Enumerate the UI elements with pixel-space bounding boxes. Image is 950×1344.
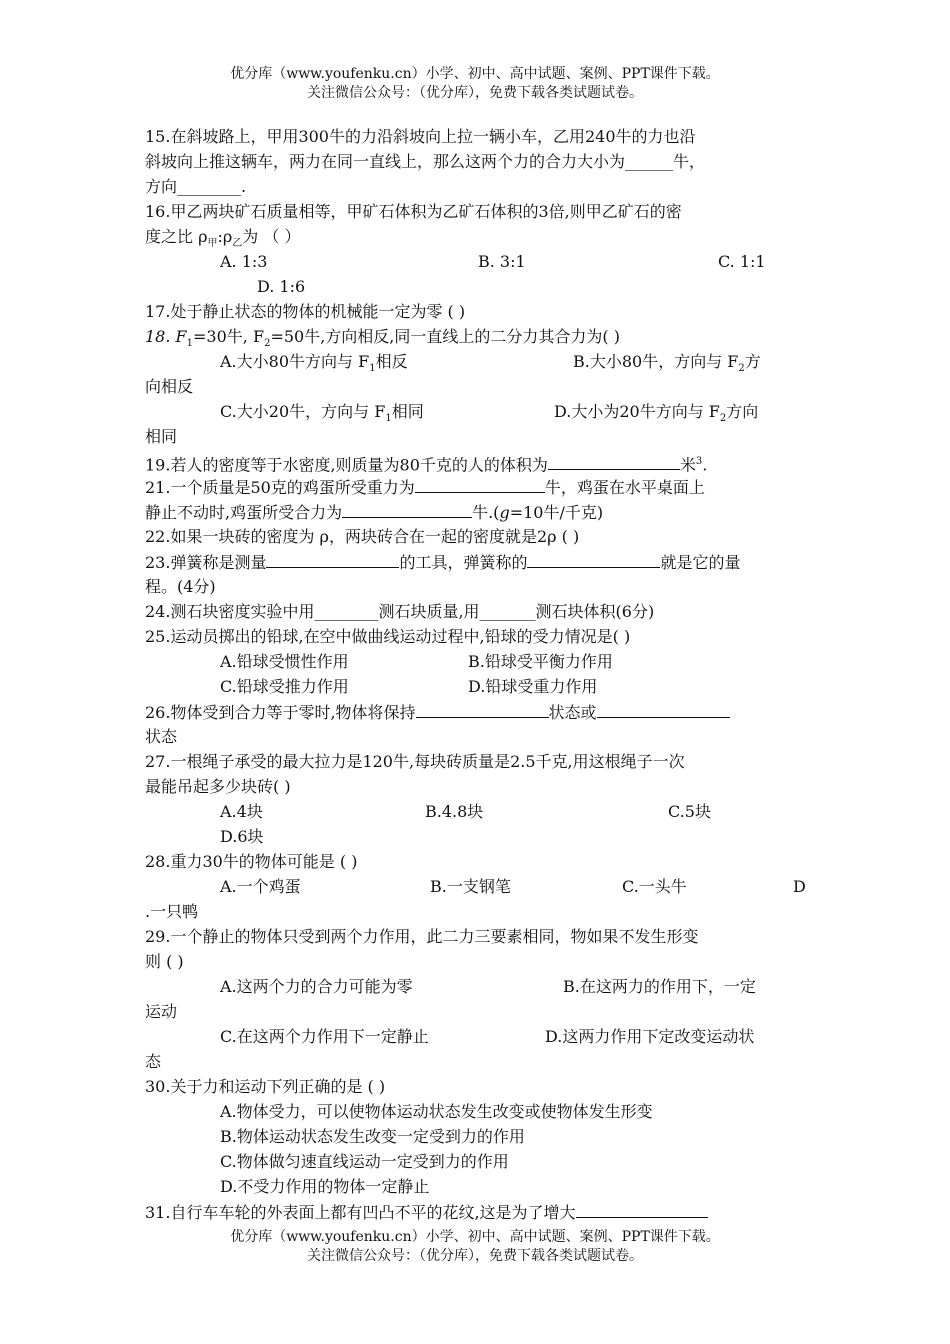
q18-sub: 1 xyxy=(385,413,392,425)
q27-options-row1 xyxy=(145,799,810,824)
q24-line1: 24.测石块密度实验中用________测石块质量,用_______测石块体积(6分) xyxy=(145,602,655,621)
q27-line1: 27.一根绳子承受的最大拉力是120牛,每块砖质量是2.5千克,用这根绳子一次 xyxy=(145,752,685,771)
q21-line1 xyxy=(145,474,810,499)
q16-text: :ρ xyxy=(217,227,233,246)
q18-opt-text: 相反 xyxy=(375,352,408,371)
q27-options-row2 xyxy=(145,824,810,849)
q29-options-row1 xyxy=(145,974,810,999)
q28-options-row xyxy=(145,874,810,899)
q23-answer-blank-2[interactable] xyxy=(527,549,660,568)
q28-option-c: C.一头牛 xyxy=(622,877,687,896)
q23-text: 就是它的量 xyxy=(660,553,741,572)
q16-text: 度之比 ρ xyxy=(145,227,208,246)
q29-option-b: B.在这两力的作用下，一定 xyxy=(563,977,756,996)
q18-opt-text: D.大小为20牛方向与 F xyxy=(554,402,720,421)
q29-line1: 29.一个静止的物体只受到两个力作用，此二力三要素相同，物如果不发生形变 xyxy=(145,927,699,946)
q21-text: 21.一个质量是50克的鸡蛋所受重力为 xyxy=(145,478,415,497)
q19-text: 米 xyxy=(679,455,696,475)
q30-option-b: B.物体运动状态发生改变一定受到力的作用 xyxy=(220,1127,525,1146)
q15-line2: 斜坡向上推这辆车，两力在同一直线上，那么这两个力的合力大小为______牛， xyxy=(145,152,706,171)
q29-option-c: C.在这两个力作用下一定静止 xyxy=(220,1027,429,1046)
q16-option-d: D. 1:6 xyxy=(257,277,306,296)
q27-option-d: D.6块 xyxy=(220,827,264,846)
q26-text: 状态或 xyxy=(548,703,597,722)
q18-opt-text: B.大小80牛，方向与 F xyxy=(573,352,739,371)
q18-sub: 1 xyxy=(186,338,194,350)
q22-line1: 22.如果一块砖的密度为 ρ，两块砖合在一起的密度就是2ρ ( ) xyxy=(145,527,580,546)
q25-option-a: A.铅球受惯性作用 xyxy=(220,652,349,671)
q16-line1: 16.甲乙两块矿石质量相等，甲矿石体积为乙矿石体积的3倍,则甲乙矿石的密 xyxy=(145,202,682,221)
q21-text: 静止不动时,鸡蛋所受合力为 xyxy=(145,503,343,522)
q25-options-row1 xyxy=(145,649,810,674)
q27-option-b: B.4.8块 xyxy=(425,802,484,821)
q19-line1 xyxy=(145,449,810,474)
q26-answer-blank-2[interactable] xyxy=(597,699,730,718)
q21-answer-blank-2[interactable] xyxy=(342,499,472,518)
q26-line2: 状态 xyxy=(145,727,178,746)
q21-text: 牛.( xyxy=(472,503,500,522)
q18-text: 18. F xyxy=(145,327,187,346)
q21-answer-blank-1[interactable] xyxy=(415,474,545,493)
q23-line1 xyxy=(145,549,810,574)
q18-opt-text: A.大小80牛方向与 F xyxy=(220,352,370,371)
q18-sub: 2 xyxy=(719,413,727,425)
q28-line1: 28.重力30牛的物体可能是 ( ) xyxy=(145,852,358,871)
q18-opt-text: C.大小20牛，方向与 F xyxy=(220,402,386,421)
footer-line-2: 关注微信公众号：（优分库），免费下载各类试题试卷。 xyxy=(307,1248,643,1264)
q23-text: 23.弹簧称是测量 xyxy=(145,553,267,572)
q27-option-c: C.5块 xyxy=(668,802,711,821)
q25-line1: 25.运动员掷出的铅球,在空中做曲线运动过程中,铅球的受力情况是( ) xyxy=(145,627,631,646)
q28-option-b: B.一支钢笔 xyxy=(430,877,511,896)
q28-wrap: .一只鸭 xyxy=(145,902,199,921)
q17-line1: 17.处于静止状态的物体的机械能一定为零 ( ) xyxy=(145,302,466,321)
q19-sup: 3 xyxy=(695,456,703,467)
q18-text: =50牛,方向相反,同一直线上的二分力其合力为( ) xyxy=(270,327,620,346)
q16-text: 为 （ ） xyxy=(242,227,301,246)
q18-opt-text: 方向 xyxy=(726,402,759,421)
q25-option-c: C.铅球受推力作用 xyxy=(220,677,349,696)
q25-options-row2 xyxy=(145,674,810,699)
q18-options-row2 xyxy=(145,399,810,424)
q18-sub: 2 xyxy=(738,363,745,375)
page-footer xyxy=(0,1228,950,1266)
q23-text: 的工具，弹簧称的 xyxy=(399,553,528,572)
q16-options-row2 xyxy=(145,274,810,299)
q21-line2 xyxy=(145,499,810,524)
q29-options-row2 xyxy=(145,1024,810,1049)
q26-line1 xyxy=(145,699,810,724)
q21-var-g: g xyxy=(499,503,510,522)
q29-line2: 则 ( ) xyxy=(145,952,184,971)
q19-text: . xyxy=(702,455,708,475)
q26-answer-blank-1[interactable] xyxy=(416,699,549,718)
q16-line2 xyxy=(145,224,810,249)
q18-wrap2: 相同 xyxy=(145,427,178,446)
q30-line1: 30.关于力和运动下列正确的是 ( ) xyxy=(145,1077,386,1096)
q28-option-a: A.一个鸡蛋 xyxy=(220,877,301,896)
q19-text: 19.若人的密度等于水密度,则质量为80千克的人的体积为 xyxy=(145,455,548,475)
q30-option-c: C.物体做匀速直线运动一定受到力的作用 xyxy=(220,1152,509,1171)
q18-sub: 1 xyxy=(369,363,376,375)
q23-line2: 程。(4分) xyxy=(145,577,216,596)
q16-sub-jia: 甲 xyxy=(207,238,218,250)
q21-text: 牛，鸡蛋在水平桌面上 xyxy=(544,478,705,497)
q16-option-c: C. 1:1 xyxy=(718,252,766,271)
q29-wrap1: 运动 xyxy=(145,1002,178,1021)
q18-options-row1 xyxy=(145,349,810,374)
q29-wrap2: 态 xyxy=(145,1052,162,1071)
q18-opt-text: 方 xyxy=(744,352,761,371)
q30-option-d: D.不受力作用的物体一定静止 xyxy=(220,1177,430,1196)
q27-option-a: A.4块 xyxy=(220,802,263,821)
q21-text: =10牛/千克) xyxy=(509,503,604,522)
q15-line1: 15.在斜坡路上，甲用300牛的力沿斜坡向上拉一辆小车，乙用240牛的力也沿 xyxy=(145,127,696,146)
q18-text: =30牛, F xyxy=(193,327,265,346)
q31-line1 xyxy=(145,1199,810,1224)
q16-options-row xyxy=(145,249,810,274)
q18-wrap1: 向相反 xyxy=(145,377,194,396)
q30-option-a: A.物体受力，可以使物体运动状态发生改变或使物体发生形变 xyxy=(220,1102,653,1121)
q25-option-b: B.铅球受平衡力作用 xyxy=(468,652,613,671)
q18-opt-text: 相同 xyxy=(391,402,424,421)
q29-option-a: A.这两个力的合力可能为零 xyxy=(220,977,413,996)
q26-text: 26.物体受到合力等于零时,物体将保持 xyxy=(145,703,416,722)
q29-option-d: D.这两力作用下定改变运动状 xyxy=(545,1027,755,1046)
q31-text: 31.自行车车轮的外表面上都有凹凸不平的花纹,这是为了增大 xyxy=(145,1203,576,1222)
q16-sub-yi: 乙 xyxy=(232,238,243,250)
q25-option-d: D.铅球受重力作用 xyxy=(468,677,598,696)
q18-sub: 2 xyxy=(264,338,271,350)
q19-answer-blank[interactable] xyxy=(548,451,680,470)
q23-answer-blank-1[interactable] xyxy=(266,549,399,568)
q15-line3: 方向________. xyxy=(145,177,247,196)
question-list xyxy=(145,124,810,1224)
q18-line1 xyxy=(145,324,810,349)
q16-option-a: A. 1:3 xyxy=(220,252,268,271)
header-line-1: 优分库（www.youfenku.cn）小学、初中、高中试题、案例、PPT课件下载。 xyxy=(230,66,720,82)
q28-option-d: D xyxy=(793,877,806,896)
q31-answer-blank[interactable] xyxy=(576,1199,708,1218)
page-header xyxy=(0,65,950,103)
footer-line-1: 优分库（www.youfenku.cn）小学、初中、高中试题、案例、PPT课件下载。 xyxy=(230,1229,720,1245)
q27-line2: 最能吊起多少块砖( ) xyxy=(145,777,291,796)
header-line-2: 关注微信公众号：（优分库），免费下载各类试题试卷。 xyxy=(307,85,643,101)
q16-option-b: B. 3:1 xyxy=(478,252,526,271)
